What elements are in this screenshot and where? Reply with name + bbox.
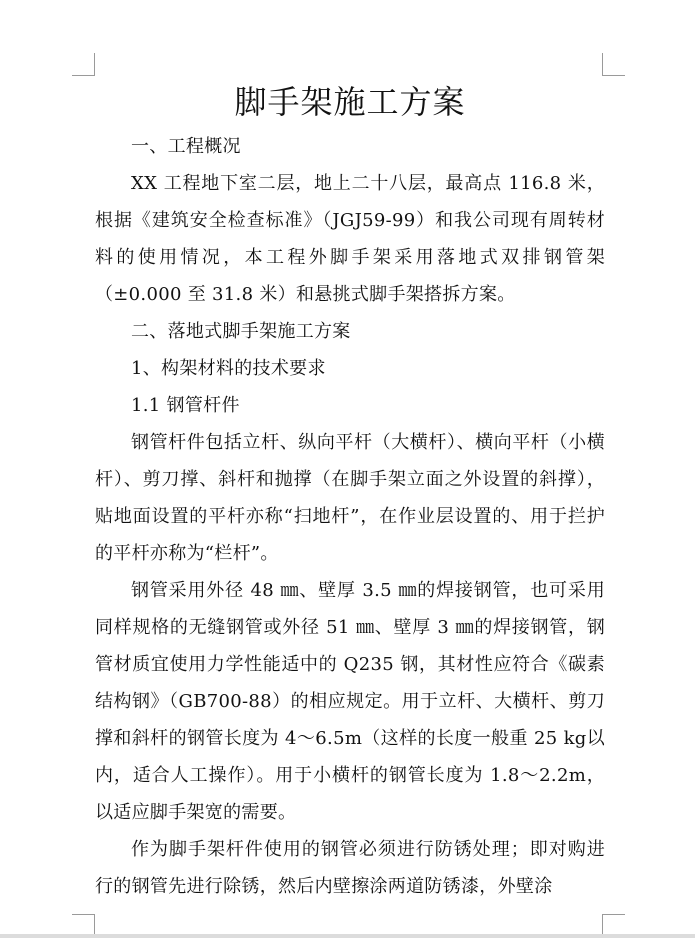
paragraph-members: 钢管杆件包括立杆、纵向平杆（大横杆）、横向平杆（小横杆）、剪刀撑、斜杆和抛撑（在脚手架立面之外设置的斜撑），贴地面设置的平杆亦称“扫地杆”，在作业层设置的、用于拦护的平杆亦称为“栏杆”。 [95, 432, 605, 564]
paragraph-pipes: 钢管采用外径 48 ㎜、壁厚 3.5 ㎜的焊接钢管，也可采用同样规格的无缝钢管或外径 51 ㎜、壁厚 3 ㎜的焊接钢管，钢管材质宜使用力学性能适中的 Q235 钢，其材性应符合《碳素结构钢》（GB700-88）的相应规定。用于立杆、大横杆、剪刀撑和斜杆的钢管长度为 4～6.5m（这样的长度一般重 25 kg以内，适合人工操作）。用于小横杆的钢管长度为 1.8～2.2m，以适应脚手架宽的需要。 [95, 580, 605, 823]
paragraph-overview: XX 工程地下室二层，地上二十八层，最高点 116.8 米，根据《建筑安全检查标准》（JGJ59-99）和我公司现有周转材料的使用情况，本工程外脚手架采用落地式双排钢管架（±0.000 至 31.8 米）和悬挑式脚手架搭拆方案。 [95, 173, 605, 305]
crop-mark-top-left [72, 53, 95, 76]
document-body[interactable] [95, 80, 605, 905]
paragraph-rustproofing: 作为脚手架杆件使用的钢管必须进行防锈处理；即对购进行的钢管先进行除锈，然后内壁擦涂两道防锈漆，外壁涂 [95, 839, 605, 897]
subsection-heading-materials: 1、构架材料的技术要求 [131, 358, 326, 379]
document-title: 脚手架施工方案 [234, 83, 466, 121]
crop-mark-top-right [602, 53, 625, 76]
section-heading-overview: 一、工程概况 [131, 136, 241, 157]
subsection-heading-steel-members: 1.1 钢管杆件 [131, 395, 240, 416]
page-bottom-edge [0, 934, 695, 938]
section-heading-floor-scaffold: 二、落地式脚手架施工方案 [131, 321, 351, 342]
